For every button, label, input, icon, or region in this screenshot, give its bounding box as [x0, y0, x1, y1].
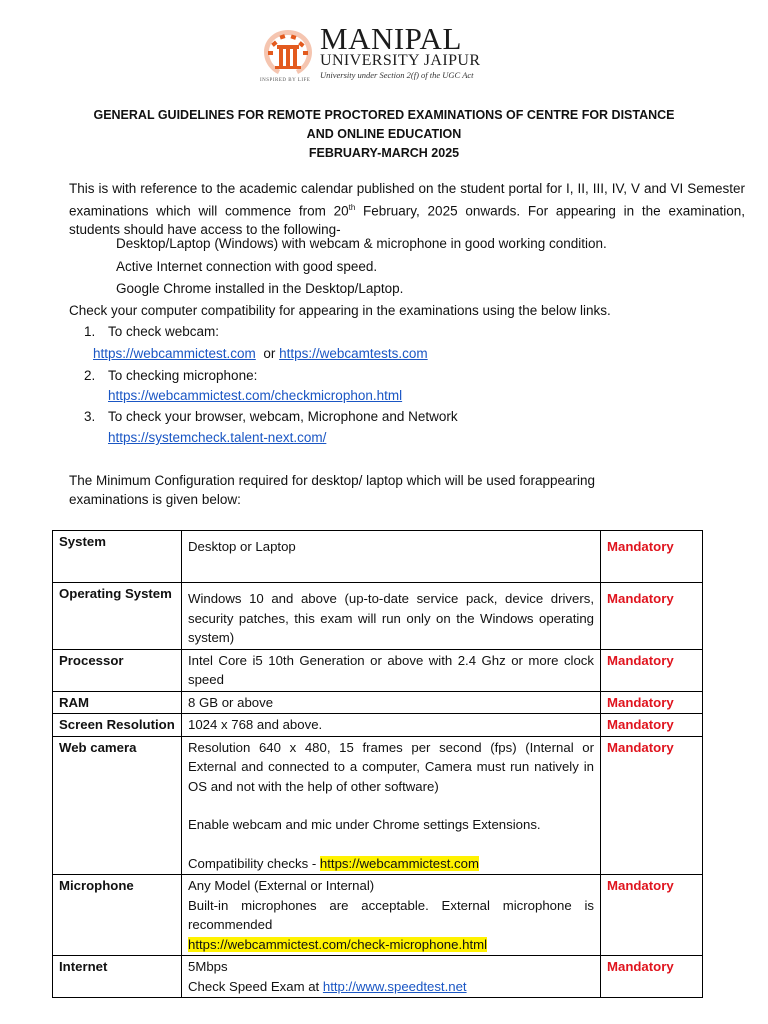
table-row [53, 736, 703, 875]
check-webcam-links: https://webcammictest.com or https://webcamtests.com [93, 346, 428, 361]
requirement-item: Active Internet connection with good speed. [116, 259, 378, 274]
table-row [53, 531, 703, 583]
config-table [52, 530, 703, 998]
title-line-3: FEBRUARY-MARCH 2025 [308, 146, 460, 160]
systemcheck-link[interactable]: https://systemcheck.talent-next.com/ [108, 430, 327, 445]
title-line-2: AND ONLINE EDUCATION [306, 127, 462, 141]
table-row [53, 691, 703, 714]
check-compatibility-text: Check your computer compatibility for appearing in the examinations using the below links. [69, 303, 611, 318]
check-network-label: To check your browser, webcam, Microphone and Network [108, 409, 458, 424]
row-label: Internet [53, 956, 182, 998]
list-number: 3. [84, 409, 96, 424]
logo-tagline: University under Section 2(f) of the UGC Act [320, 70, 474, 80]
row-label: Web camera [53, 736, 182, 875]
check-webcam-label: To check webcam: [108, 324, 220, 339]
intro-paragraph: This is with reference to the academic calendar published on the student portal for I, II, III, IV, V and VI Semester examinations which will commence from 20th February, 2025 onwards. For appearing in the examination, students should have access to the following- [69, 181, 745, 237]
row-value: 1024 x 768 and above. [182, 714, 601, 737]
manipal-emblem-icon [258, 24, 318, 80]
logo-motto: INSPIRED BY LIFE [260, 78, 311, 83]
status-mandatory: Mandatory [601, 736, 703, 875]
university-logo [258, 22, 488, 82]
table-row [53, 649, 703, 691]
row-value: 8 GB or above [182, 691, 601, 714]
document-title [40, 106, 728, 163]
row-label: Processor [53, 649, 182, 691]
table-row [53, 956, 703, 998]
list-number: 1. [84, 324, 96, 339]
row-label: Screen Resolution [53, 714, 182, 737]
requirement-item: Google Chrome installed in the Desktop/Laptop. [116, 281, 404, 296]
webcammictest-link[interactable]: https://webcammictest.com [93, 346, 256, 361]
requirement-item: Desktop/Laptop (Windows) with webcam & microphone in good working condition. [116, 236, 607, 251]
status-mandatory: Mandatory [601, 956, 703, 998]
status-mandatory: Mandatory [601, 531, 703, 583]
row-value: Intel Core i5 10th Generation or above with 2.4 Ghz or more clock speed [182, 649, 601, 691]
title-line-1: GENERAL GUIDELINES FOR REMOTE PROCTORED EXAMINATIONS OF CENTRE FOR DISTANCE [93, 108, 675, 122]
webcam-compat-link[interactable]: https://webcammictest.com [319, 855, 479, 871]
status-mandatory: Mandatory [601, 875, 703, 956]
table-row [53, 583, 703, 650]
status-mandatory: Mandatory [601, 691, 703, 714]
table-row [53, 714, 703, 737]
webcamtests-link[interactable]: https://webcamtests.com [279, 346, 428, 361]
microphone-compat-link[interactable]: https://webcammictest.com/check-microphone.html [188, 936, 488, 952]
list-number: 2. [84, 368, 96, 383]
row-value: 5Mbps Check Speed Exam at http://www.speedtest.net [182, 956, 601, 998]
logo-subname: UNIVERSITY JAIPUR [320, 52, 481, 69]
speedtest-link[interactable]: http://www.speedtest.net [322, 978, 467, 994]
row-value: Desktop or Laptop [182, 531, 601, 583]
row-value: Resolution 640 x 480, 15 frames per second (fps) (Internal or External and connected to a computer, Camera must run natively in OS and not with the help of other software) Enable webcam and mic under Chrome settings Extensions. Compatibility checks - https://webcammictest.com [182, 736, 601, 875]
min-config-text: The Minimum Configuration required for desktop/ laptop which will be used forappearing examinations is given below: [69, 473, 596, 507]
check-microphone-link[interactable]: https://webcammictest.com/checkmicrophon.html [108, 388, 403, 403]
table-row [53, 875, 703, 956]
row-label: Operating System [53, 583, 182, 650]
row-value: Windows 10 and above (up-to-date service pack, device drivers, security patches, this exam will run only on the Windows operating system) [182, 583, 601, 650]
row-label: RAM [53, 691, 182, 714]
status-mandatory: Mandatory [601, 649, 703, 691]
logo-name: MANIPAL [320, 21, 462, 56]
status-mandatory: Mandatory [601, 583, 703, 650]
row-label: Microphone [53, 875, 182, 956]
status-mandatory: Mandatory [601, 714, 703, 737]
check-microphone-label: To checking microphone: [108, 368, 258, 383]
row-value: Any Model (External or Internal) Built-in microphones are acceptable. External microphone is recommended https://webcammictest.com/check-microphone.html [182, 875, 601, 956]
row-label: System [53, 531, 182, 583]
